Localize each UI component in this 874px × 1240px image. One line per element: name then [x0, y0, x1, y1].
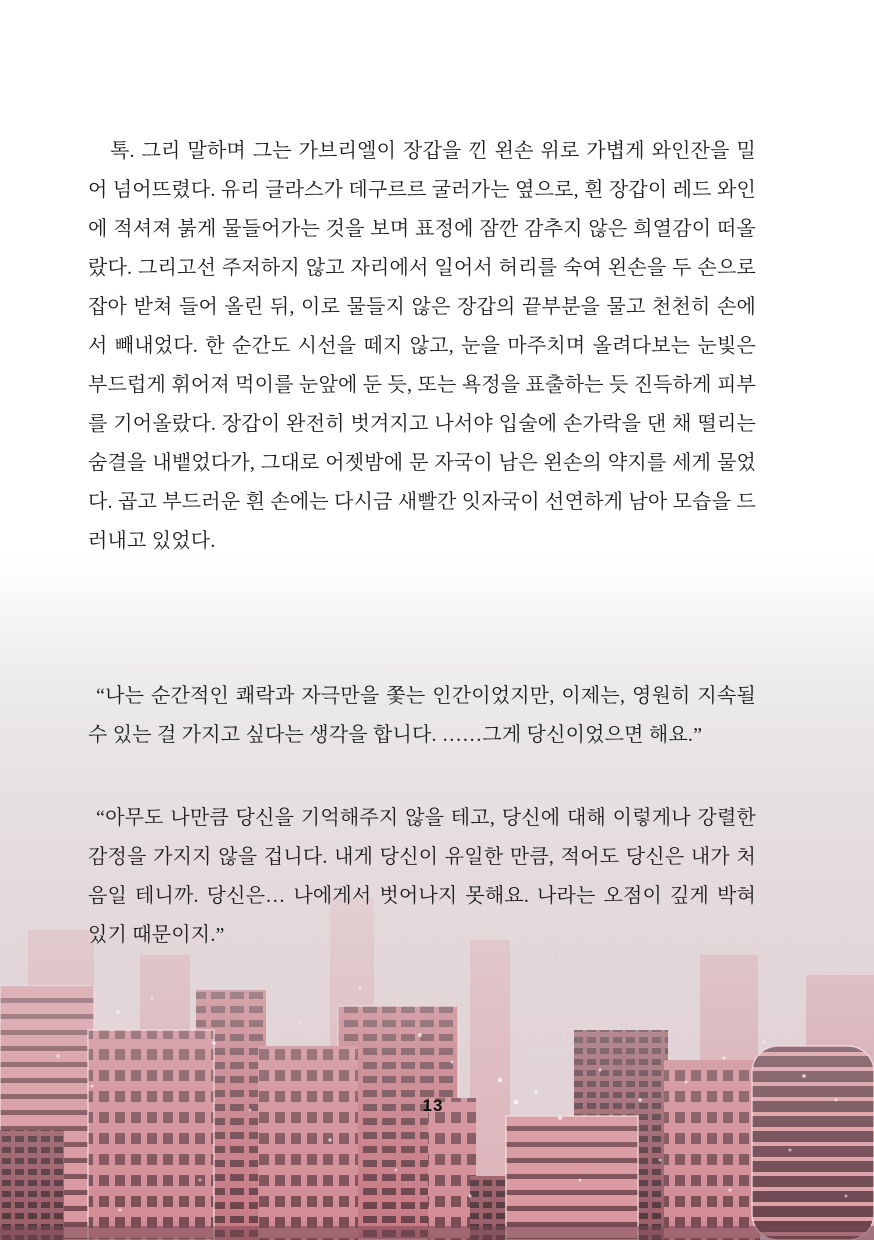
paragraph-dialogue-1: “나는 순간적인 쾌락과 자극만을 쫓는 인간이었지만, 이제는, 영원히 지속될 수 있는 걸 가지고 싶다는 생각을 합니다. ……그게 당신이었으면 해요.”: [88, 685, 756, 746]
paragraph-narrative: 톡. 그리 말하며 그는 가브리엘이 장갑을 낀 왼손 위로 가볍게 와인잔을 밀어 넘어뜨렸다. 유리 글라스가 데구르르 굴러가는 옆으로, 흰 장갑이 레드 와인에 적셔져 붉게 물들어가는 것을 보며 표정에 잠깐 감추지 않은 희열감이 떠올랐다. 그리고선 주저하지 않고 자리에서 일어서 허리를 숙여 왼손을 두 손으로 잡아 받쳐 들어 올린 뒤, 이로 물들지 않은 장갑의 끝부분을 물고 천천히 손에서 빼내었다. 한 순간도 시선을 떼지 않고, 눈을 마주치며 올려다보는 눈빛은 부드럽게 휘어져 먹이를 눈앞에 둔 듯, 또는 욕정을 표출하는 듯 진득하게 피부를 기어올랐다. 장갑이 완전히 벗겨지고 나서야 입술에 손가락을 댄 채 떨리는 숨결을 내뱉었다가, 그대로 어젯밤에 문 자국이 남은 왼손의 약지를 세게 물었다. 곱고 부드러운 흰 손에는 다시금 새빨간 잇자국이 선연하게 남아 모습을 드러내고 있었다.: [88, 140, 756, 552]
page-number: 13: [422, 1096, 444, 1115]
page-text-column: [88, 0, 756, 955]
paragraph-dialogue-2: “아무도 나만큼 당신을 기억해주지 않을 테고, 당신에 대해 이렇게나 강렬한 감정을 가지지 않을 겁니다. 내게 당신이 유일한 만큼, 적어도 당신은 내가 처음일 테니까. 당신은… 나에게서 벗어나지 못해요. 나라는 오점이 깊게 박혀 있기 때문이지.”: [88, 807, 756, 946]
